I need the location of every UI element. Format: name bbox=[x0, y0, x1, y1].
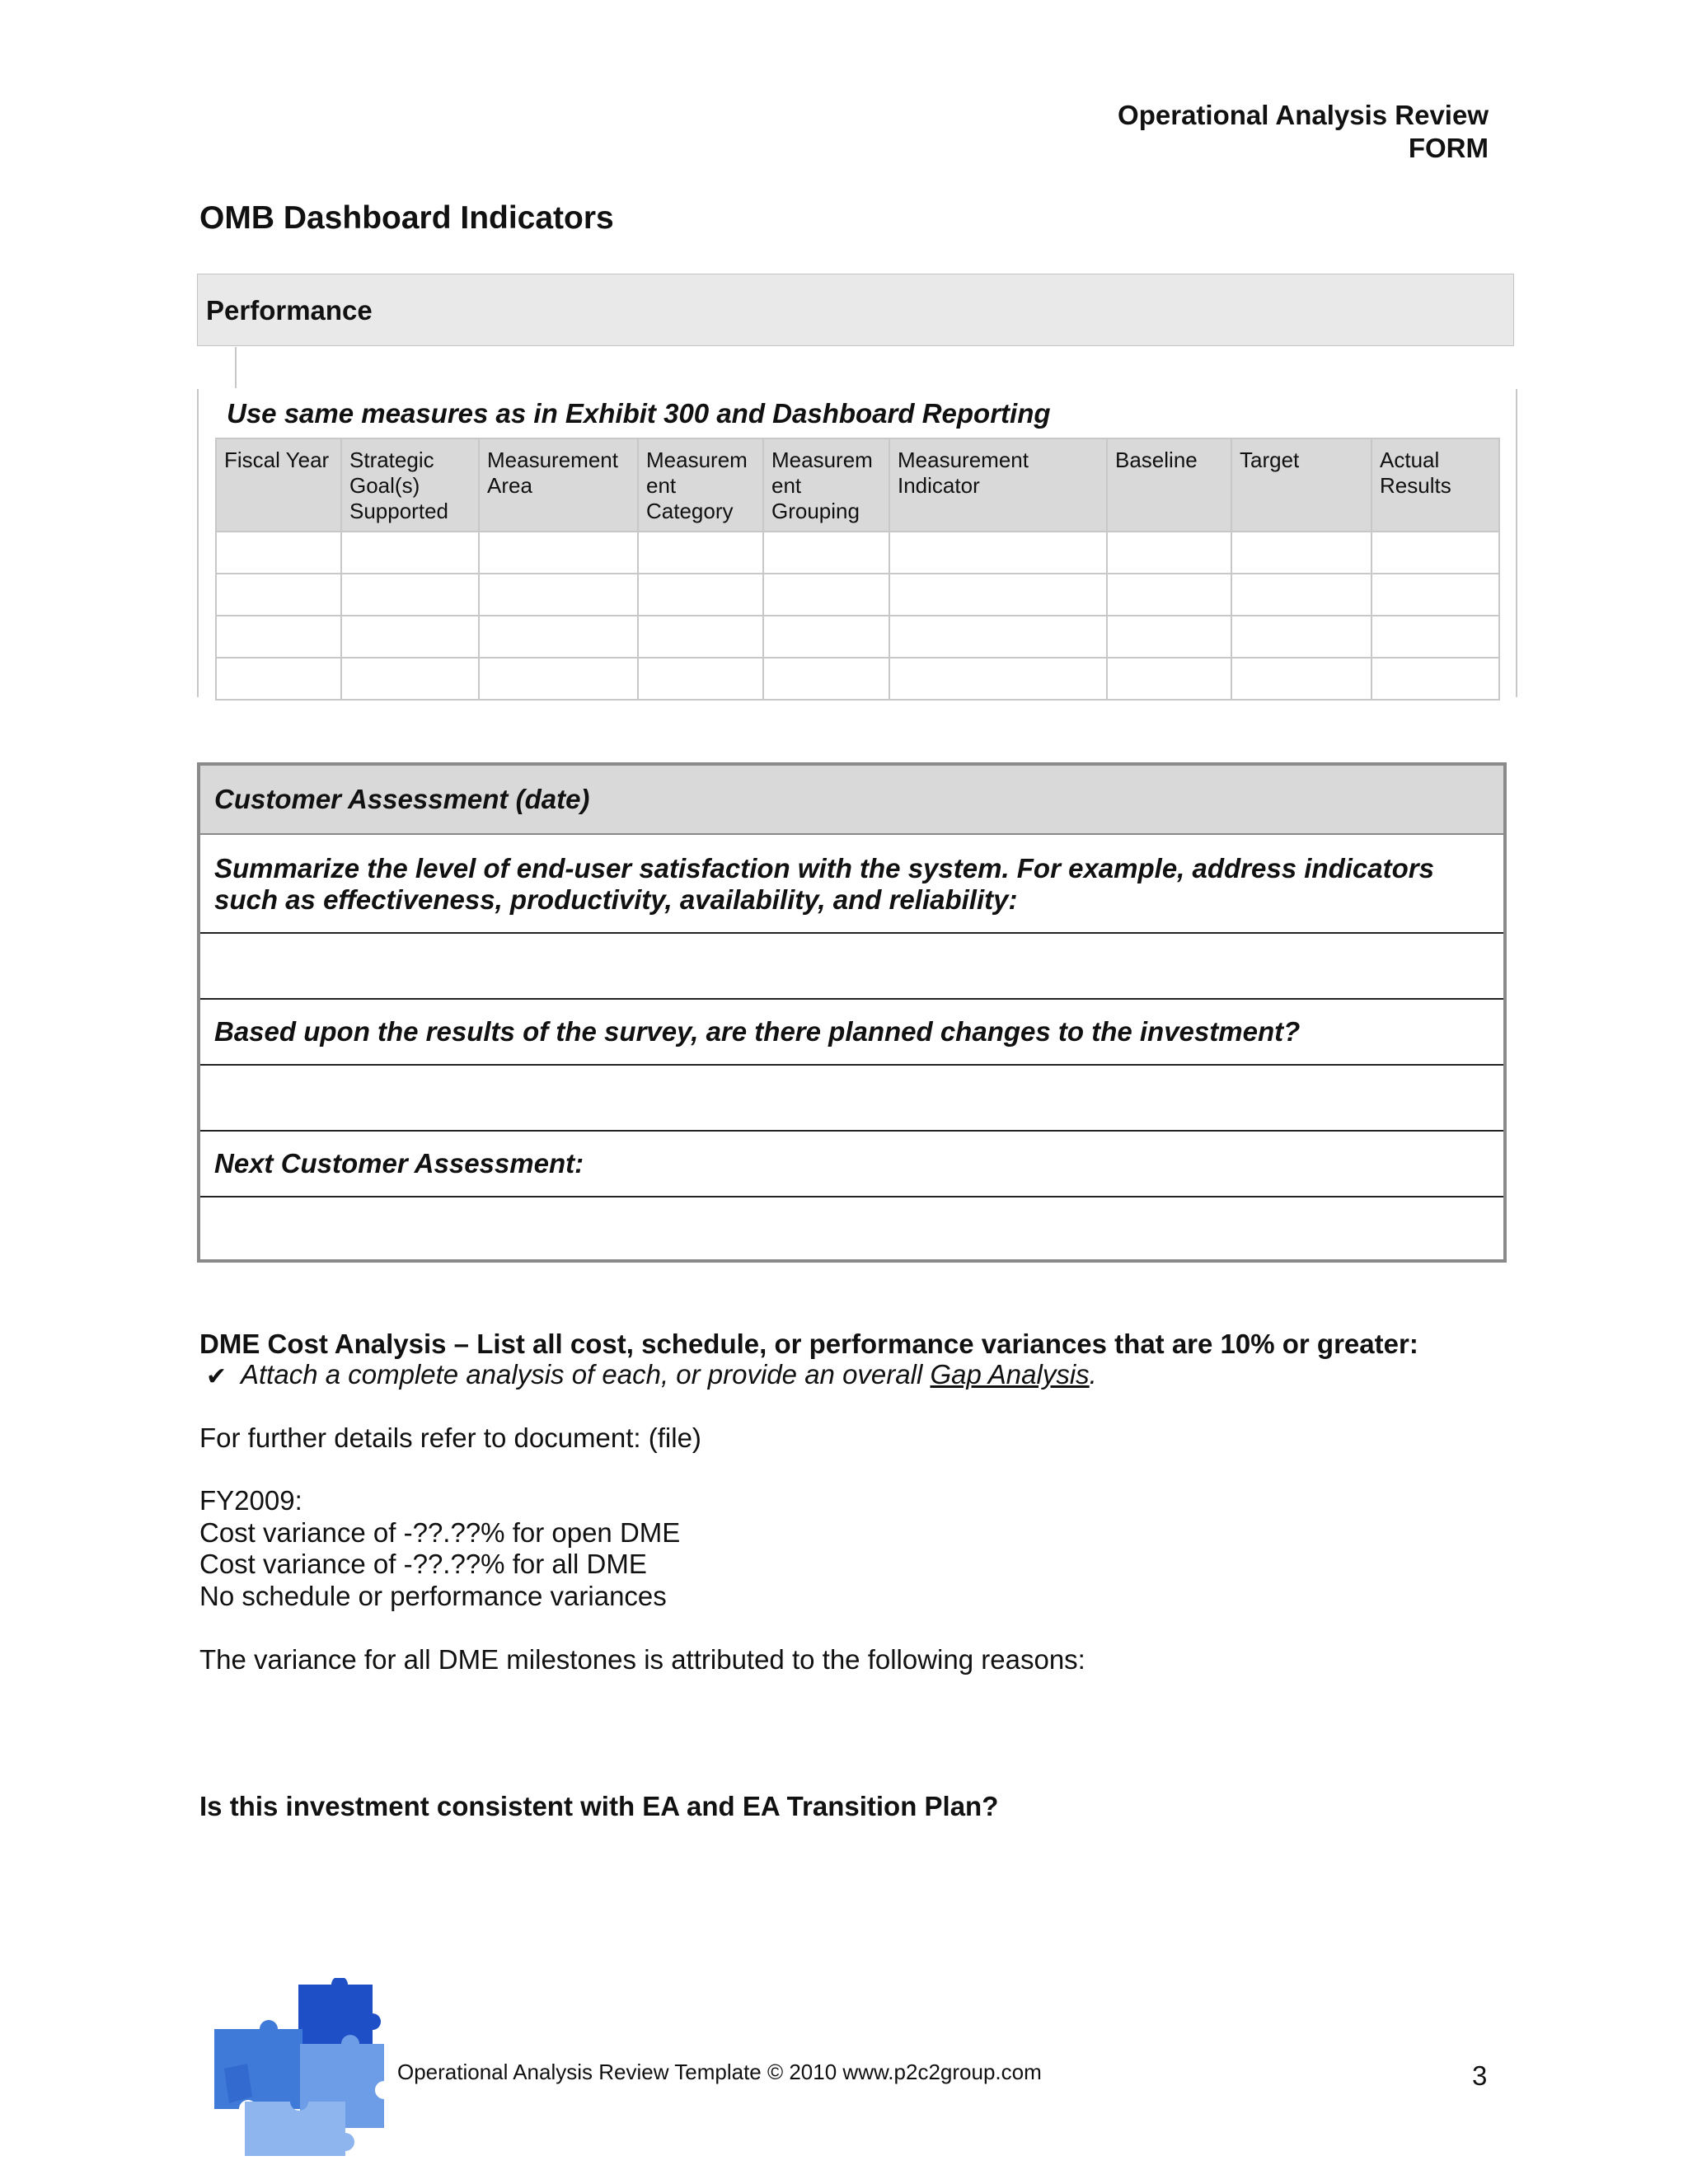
form-header bbox=[1118, 99, 1489, 165]
planned-changes-question: Based upon the results of the survey, are there planned changes to the investment? bbox=[214, 1016, 1301, 1047]
page-title: OMB Dashboard Indicators bbox=[199, 200, 614, 236]
col-header-baseline: Baseline bbox=[1107, 438, 1231, 532]
footer-text: Operational Analysis Review Template © 2010 www.p2c2group.com bbox=[397, 2060, 1042, 2084]
details-reference: For further details refer to document: (file) bbox=[199, 1422, 701, 1453]
divider bbox=[197, 389, 199, 697]
table-cell[interactable] bbox=[479, 658, 638, 700]
divider bbox=[1516, 389, 1517, 697]
dme-bullet-suffix: . bbox=[1089, 1359, 1097, 1390]
header-subtitle: FORM bbox=[1408, 133, 1489, 163]
question-row bbox=[200, 1132, 1503, 1197]
table-row bbox=[216, 532, 1499, 574]
table-cell[interactable] bbox=[1372, 658, 1499, 700]
table-cell[interactable] bbox=[479, 574, 638, 616]
cost-variance-all: Cost variance of -??.??% for all DME bbox=[199, 1549, 647, 1579]
col-header-measurement-area: Measurement Area bbox=[479, 438, 638, 532]
next-assessment-label: Next Customer Assessment: bbox=[214, 1148, 584, 1179]
table-cell[interactable] bbox=[216, 532, 341, 574]
page-number: 3 bbox=[1472, 2060, 1488, 2091]
table-cell[interactable] bbox=[216, 616, 341, 658]
table-cell[interactable] bbox=[1231, 658, 1372, 700]
table-row bbox=[216, 574, 1499, 616]
table-cell[interactable] bbox=[1372, 616, 1499, 658]
question-row bbox=[200, 1000, 1503, 1066]
satisfaction-question: Summarize the level of end-user satisfaction with the system. For example, address indicators such as effectiveness, productivity, availability, and reliability: bbox=[214, 853, 1434, 915]
satisfaction-answer-field[interactable] bbox=[200, 934, 1503, 1000]
table-row bbox=[216, 658, 1499, 700]
table-cell[interactable] bbox=[341, 616, 479, 658]
col-header-target: Target bbox=[1231, 438, 1372, 532]
table-header-row bbox=[216, 438, 1499, 532]
table-cell[interactable] bbox=[1107, 616, 1231, 658]
table-cell[interactable] bbox=[889, 574, 1107, 616]
question-row bbox=[200, 835, 1503, 934]
table-cell[interactable] bbox=[763, 658, 889, 700]
customer-assessment-box bbox=[197, 762, 1507, 1263]
table-cell[interactable] bbox=[1372, 532, 1499, 574]
table-cell[interactable] bbox=[638, 532, 763, 574]
col-header-actual-results: Actual Results bbox=[1372, 438, 1499, 532]
table-cell[interactable] bbox=[1107, 532, 1231, 574]
table-cell[interactable] bbox=[1231, 532, 1372, 574]
dme-heading: DME Cost Analysis – List all cost, schedule, or performance variances that are 10% or greater: bbox=[199, 1329, 1418, 1359]
schedule-variance-note: No schedule or performance variances bbox=[199, 1581, 667, 1611]
divider bbox=[235, 347, 237, 388]
table-cell[interactable] bbox=[1107, 574, 1231, 616]
table-cell[interactable] bbox=[341, 574, 479, 616]
variance-reasons: The variance for all DME milestones is attributed to the following reasons: bbox=[199, 1644, 1085, 1675]
performance-section-header bbox=[197, 274, 1514, 346]
table-cell[interactable] bbox=[889, 532, 1107, 574]
fiscal-year-label: FY2009: bbox=[199, 1485, 302, 1516]
table-cell[interactable] bbox=[479, 532, 638, 574]
table-cell[interactable] bbox=[1231, 616, 1372, 658]
table-cell[interactable] bbox=[216, 658, 341, 700]
table-cell[interactable] bbox=[341, 658, 479, 700]
col-header-measurement-grouping: Measurement Grouping bbox=[763, 438, 889, 532]
table-cell[interactable] bbox=[341, 532, 479, 574]
col-header-fiscal-year: Fiscal Year bbox=[216, 438, 341, 532]
table-cell[interactable] bbox=[479, 616, 638, 658]
table-cell[interactable] bbox=[763, 532, 889, 574]
table-cell[interactable] bbox=[763, 574, 889, 616]
customer-assessment-header bbox=[200, 766, 1503, 835]
table-cell[interactable] bbox=[1231, 574, 1372, 616]
header-title: Operational Analysis Review bbox=[1118, 100, 1489, 130]
ea-question: Is this investment consistent with EA and EA Transition Plan? bbox=[199, 1791, 999, 1821]
table-cell[interactable] bbox=[638, 616, 763, 658]
table-cell[interactable] bbox=[889, 658, 1107, 700]
table-cell[interactable] bbox=[1107, 658, 1231, 700]
table-cell[interactable] bbox=[889, 616, 1107, 658]
performance-subtitle: Use same measures as in Exhibit 300 and Dashboard Reporting bbox=[227, 398, 1051, 429]
cost-variance-open: Cost variance of -??.??% for open DME bbox=[199, 1517, 681, 1548]
table-row bbox=[216, 616, 1499, 658]
col-header-measurement-category: Measurement Category bbox=[638, 438, 763, 532]
planned-changes-answer-field[interactable] bbox=[200, 1066, 1503, 1132]
next-assessment-field[interactable] bbox=[200, 1197, 1503, 1259]
table-cell[interactable] bbox=[216, 574, 341, 616]
gap-analysis-link[interactable]: Gap Analysis bbox=[930, 1359, 1090, 1390]
customer-assessment-heading: Customer Assessment (date) bbox=[214, 784, 590, 814]
col-header-strategic-goals: Strategic Goal(s) Supported bbox=[341, 438, 479, 532]
table-cell[interactable] bbox=[638, 658, 763, 700]
table-cell[interactable] bbox=[763, 616, 889, 658]
checkmark-icon: ✔ bbox=[206, 1363, 227, 1390]
dme-bullet bbox=[241, 1359, 1097, 1390]
dme-bullet-text: Attach a complete analysis of each, or provide an overall bbox=[241, 1359, 931, 1390]
performance-table bbox=[215, 438, 1500, 701]
col-header-measurement-indicator: Measurement Indicator bbox=[889, 438, 1107, 532]
table-cell[interactable] bbox=[638, 574, 763, 616]
puzzle-logo bbox=[199, 1978, 406, 2158]
table-cell[interactable] bbox=[1372, 574, 1499, 616]
performance-label: Performance bbox=[206, 295, 373, 326]
